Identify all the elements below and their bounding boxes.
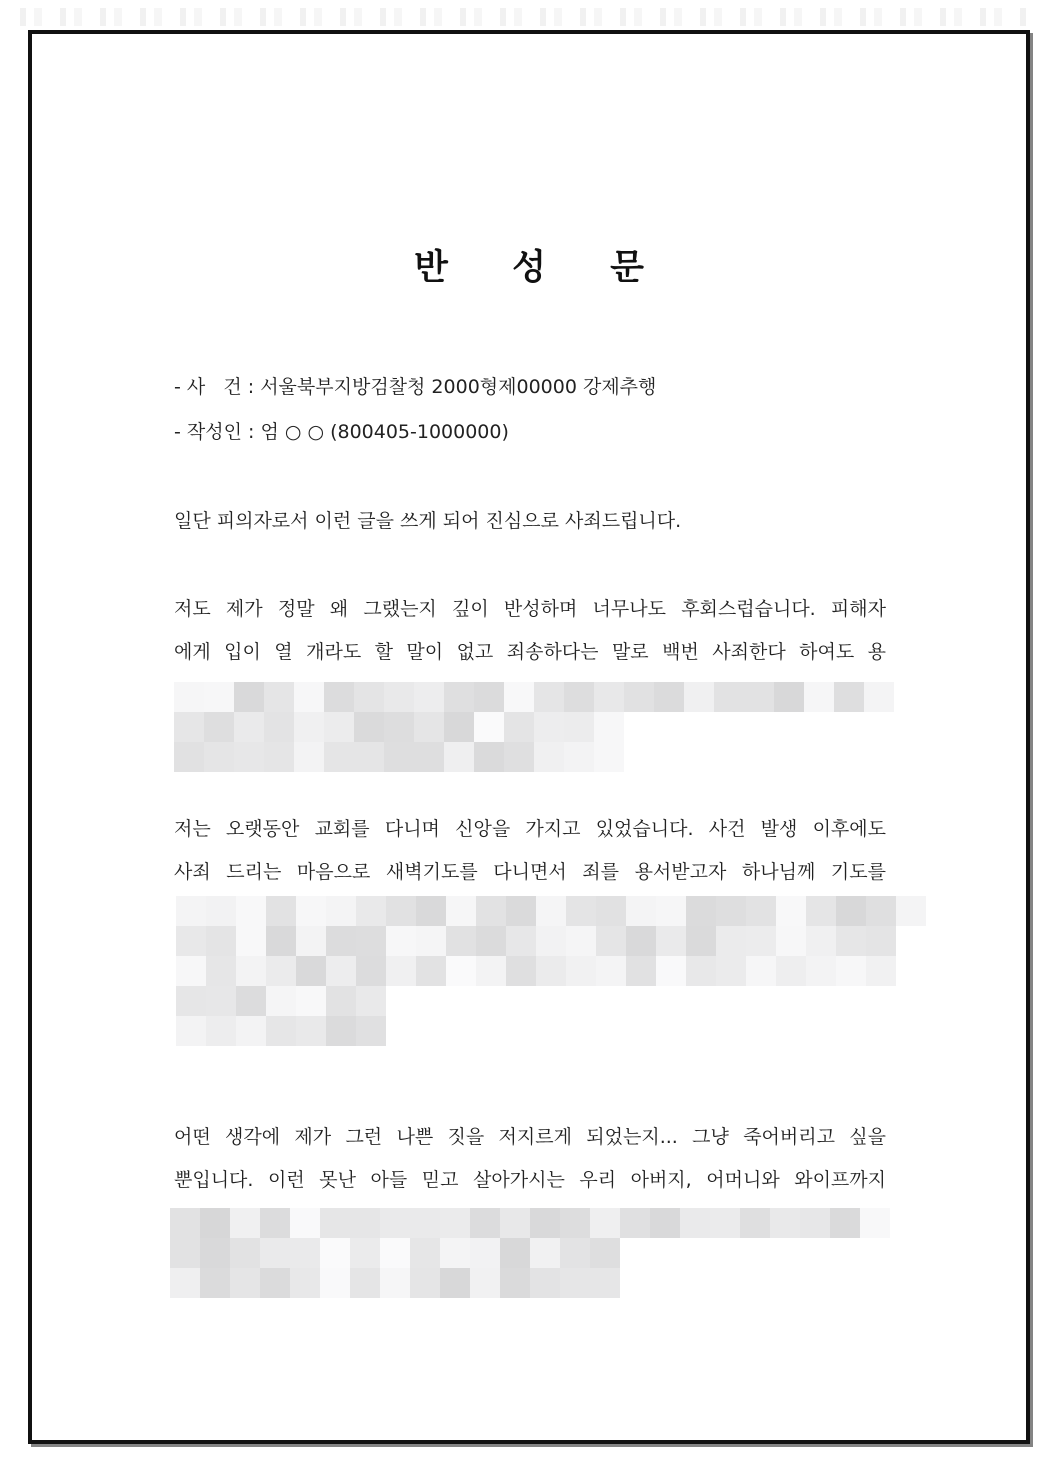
redaction-pixel	[236, 1016, 266, 1046]
redaction-pixel	[236, 986, 266, 1016]
redaction-pixel	[536, 896, 566, 926]
redaction-pixel	[500, 1208, 530, 1238]
paragraph-4-line-2: 뿐입니다. 이런 못난 아들 믿고 살아가시는 우리 아버지, 어머니와 와이프까지	[174, 1169, 886, 1191]
redaction-pixel	[686, 926, 716, 956]
redaction-pixel	[206, 896, 236, 926]
redaction-pixel	[746, 956, 776, 986]
redaction-pixel	[620, 1208, 650, 1238]
redaction-pixel	[176, 956, 206, 986]
redaction-pixel	[230, 1238, 260, 1268]
redaction-pixel	[654, 682, 684, 712]
paragraph-4-line-1: 어떤 생각에 제가 그런 나쁜 짓을 저지르게 되었는지... 그냥 죽어버리고 싶을	[174, 1126, 886, 1148]
redaction-pixel	[566, 896, 596, 926]
redaction-pixel	[806, 956, 836, 986]
redaction-pixel	[746, 896, 776, 926]
redaction-pixel	[170, 1208, 200, 1238]
redaction-pixel	[590, 1208, 620, 1238]
redaction-pixel	[716, 926, 746, 956]
redaction-pixel	[866, 896, 896, 926]
redaction-pixel	[500, 1268, 530, 1298]
redaction-pixel	[476, 926, 506, 956]
author-info-line: - 작성인 : 엄 ○ ○ (800405-1000000)	[174, 421, 509, 443]
redaction-pixel	[326, 986, 356, 1016]
redaction-pixel	[416, 896, 446, 926]
redaction-pixel	[476, 956, 506, 986]
redaction-pixel	[266, 986, 296, 1016]
redaction-pixel	[410, 1208, 440, 1238]
redaction-pixel	[384, 712, 414, 742]
paper-edge-texture	[20, 8, 1030, 26]
redaction-pixel	[530, 1238, 560, 1268]
redaction-pixel	[776, 926, 806, 956]
redaction-pixel	[290, 1238, 320, 1268]
paragraph-2-line-2: 에게 입이 열 개라도 할 말이 없고 죄송하다는 말로 백번 사죄한다 하여도 용	[174, 641, 886, 663]
paragraph-2-line-1: 저도 제가 정말 왜 그랬는지 깊이 반성하며 너무나도 후회스럽습니다. 피해자	[174, 598, 886, 620]
redaction-pixel	[266, 896, 296, 926]
redaction-pixel	[170, 1268, 200, 1298]
redaction-pixel	[170, 1238, 200, 1268]
paragraph-3-line-2: 사죄 드리는 마음으로 새벽기도를 다니면서 죄를 용서받고자 하나님께 기도를	[174, 861, 886, 883]
redaction-pixel	[386, 956, 416, 986]
case-info-line: - 사 건 : 서울북부지방검찰청 2000형제00000 강제추행	[174, 376, 657, 398]
redaction-pixel	[440, 1208, 470, 1238]
redaction-pixel	[324, 682, 354, 712]
redaction-pixel	[200, 1208, 230, 1238]
redaction-pixel	[440, 1268, 470, 1298]
redaction-pixel	[324, 712, 354, 742]
redaction-pixel	[684, 682, 714, 712]
redaction-pixel	[410, 1268, 440, 1298]
redaction-pixel	[320, 1208, 350, 1238]
redaction-pixel	[264, 682, 294, 712]
redaction-pixel	[266, 926, 296, 956]
redaction-pixel	[440, 1238, 470, 1268]
redaction-pixel	[416, 926, 446, 956]
redaction-pixel	[176, 1016, 206, 1046]
redaction-pixel	[230, 1208, 260, 1238]
redaction-pixel	[206, 956, 236, 986]
paragraph-3-line-1: 저는 오랫동안 교회를 다니며 신앙을 가지고 있었습니다. 사건 발생 이후에도	[174, 818, 886, 840]
redaction-pixel	[804, 682, 834, 712]
redaction-pixel	[470, 1268, 500, 1298]
redaction-pixel	[470, 1238, 500, 1268]
redaction-pixel	[236, 956, 266, 986]
redaction-pixel	[380, 1208, 410, 1238]
redaction-pixel	[560, 1208, 590, 1238]
redaction-pixel	[384, 742, 414, 772]
redaction-pixel	[506, 926, 536, 956]
redaction-pixel	[530, 1208, 560, 1238]
redaction-pixel	[716, 896, 746, 926]
redaction-pixel	[746, 926, 776, 956]
redaction-pixel	[594, 742, 624, 772]
redaction-pixel	[410, 1238, 440, 1268]
redaction-pixel	[744, 682, 774, 712]
redaction-pixel	[656, 926, 686, 956]
redaction-pixel	[386, 896, 416, 926]
redaction-pixel	[444, 712, 474, 742]
redaction-pixel	[290, 1268, 320, 1298]
redaction-pixel	[504, 742, 534, 772]
redaction-pixel	[564, 742, 594, 772]
redaction-pixel	[594, 682, 624, 712]
redaction-pixel	[350, 1268, 380, 1298]
redaction-pixel	[266, 1016, 296, 1046]
redaction-pixel	[564, 712, 594, 742]
redaction-pixel	[380, 1238, 410, 1268]
redaction-pixel	[356, 926, 386, 956]
redaction-pixel	[230, 1268, 260, 1298]
redaction-pixel	[324, 742, 354, 772]
redaction-pixel	[234, 712, 264, 742]
redaction-pixel	[380, 1268, 410, 1298]
redaction-pixel	[236, 896, 266, 926]
redaction-pixel	[260, 1208, 290, 1238]
redaction-pixel	[320, 1238, 350, 1268]
redaction-pixel	[710, 1208, 740, 1238]
redaction-pixel	[470, 1208, 500, 1238]
redaction-pixel	[206, 926, 236, 956]
redaction-pixel	[446, 956, 476, 986]
redaction-pixel	[500, 1238, 530, 1268]
redaction-pixel	[626, 896, 656, 926]
redaction-pixel	[386, 926, 416, 956]
redaction-pixel	[626, 926, 656, 956]
redaction-pixel	[776, 896, 806, 926]
redaction-pixel	[776, 956, 806, 986]
redaction-pixel	[354, 742, 384, 772]
redaction-pixel	[536, 956, 566, 986]
redaction-pixel	[320, 1268, 350, 1298]
redaction-pixel	[206, 1016, 236, 1046]
redaction-pixel	[626, 956, 656, 986]
redaction-pixel	[356, 956, 386, 986]
redaction-pixel	[624, 682, 654, 712]
redaction-pixel	[530, 1268, 560, 1298]
redaction-pixel	[264, 712, 294, 742]
redaction-pixel	[770, 1208, 800, 1238]
redaction-pixel	[446, 896, 476, 926]
redaction-pixel	[176, 926, 206, 956]
redaction-pixel	[266, 956, 296, 986]
redaction-pixel	[564, 682, 594, 712]
redaction-pixel	[504, 682, 534, 712]
redaction-pixel	[806, 926, 836, 956]
redaction-pixel	[444, 742, 474, 772]
redaction-pixel	[506, 896, 536, 926]
redaction-pixel	[864, 682, 894, 712]
redaction-pixel	[206, 986, 236, 1016]
redaction-pixel	[534, 682, 564, 712]
redaction-pixel	[656, 956, 686, 986]
redaction-pixel	[200, 1268, 230, 1298]
redaction-pixel	[590, 1238, 620, 1268]
redaction-pixel	[534, 742, 564, 772]
redaction-pixel	[326, 896, 356, 926]
redaction-pixel	[350, 1238, 380, 1268]
redaction-pixel	[294, 712, 324, 742]
redaction-pixel	[800, 1208, 830, 1238]
redaction-pixel	[414, 742, 444, 772]
redaction-pixel	[264, 742, 294, 772]
redaction-pixel	[536, 926, 566, 956]
document-title: 반 성 문	[414, 247, 670, 288]
redaction-pixel	[830, 1208, 860, 1238]
redaction-pixel	[866, 956, 896, 986]
redaction-pixel	[534, 712, 564, 742]
redaction-pixel	[296, 956, 326, 986]
redaction-pixel	[176, 986, 206, 1016]
redaction-pixel	[656, 896, 686, 926]
redaction-pixel	[414, 682, 444, 712]
redaction-pixel	[354, 682, 384, 712]
redaction-pixel	[356, 896, 386, 926]
paragraph-1-line-1: 일단 피의자로서 이런 글을 쓰게 되어 진심으로 사죄드립니다.	[174, 510, 682, 532]
redaction-pixel	[896, 896, 926, 926]
redaction-pixel	[260, 1268, 290, 1298]
redaction-pixel	[326, 926, 356, 956]
redaction-pixel	[686, 956, 716, 986]
redaction-pixel	[566, 926, 596, 956]
redaction-pixel	[506, 956, 536, 986]
redaction-pixel	[236, 926, 266, 956]
redaction-pixel	[866, 926, 896, 956]
redaction-pixel	[204, 742, 234, 772]
redaction-pixel	[296, 986, 326, 1016]
redaction-pixel	[474, 712, 504, 742]
redaction-pixel	[714, 682, 744, 712]
redaction-pixel	[560, 1268, 590, 1298]
redaction-pixel	[414, 712, 444, 742]
redaction-pixel	[596, 896, 626, 926]
redaction-pixel	[174, 742, 204, 772]
redaction-pixel	[474, 742, 504, 772]
redaction-pixel	[596, 956, 626, 986]
redaction-pixel	[356, 986, 386, 1016]
redaction-pixel	[444, 682, 474, 712]
redaction-pixel	[296, 896, 326, 926]
redaction-pixel	[504, 712, 534, 742]
redaction-pixel	[836, 896, 866, 926]
redaction-pixel	[356, 1016, 386, 1046]
redaction-pixel	[234, 682, 264, 712]
redaction-pixel	[834, 682, 864, 712]
redaction-pixel	[204, 682, 234, 712]
redaction-pixel	[836, 926, 866, 956]
redaction-pixel	[686, 896, 716, 926]
redaction-pixel	[174, 682, 204, 712]
redaction-pixel	[204, 712, 234, 742]
redaction-pixel	[200, 1238, 230, 1268]
redaction-pixel	[350, 1208, 380, 1238]
redaction-pixel	[594, 712, 624, 742]
redaction-pixel	[474, 682, 504, 712]
redaction-pixel	[446, 926, 476, 956]
redaction-pixel	[560, 1238, 590, 1268]
redaction-pixel	[740, 1208, 770, 1238]
redaction-pixel	[260, 1238, 290, 1268]
redaction-pixel	[296, 926, 326, 956]
redaction-pixel	[566, 956, 596, 986]
redaction-pixel	[774, 682, 804, 712]
redaction-pixel	[680, 1208, 710, 1238]
redaction-pixel	[294, 682, 324, 712]
redaction-pixel	[176, 896, 206, 926]
redaction-pixel	[806, 896, 836, 926]
redaction-pixel	[860, 1208, 890, 1238]
redaction-pixel	[590, 1268, 620, 1298]
redaction-pixel	[290, 1208, 320, 1238]
redaction-pixel	[716, 956, 746, 986]
redaction-pixel	[326, 956, 356, 986]
redaction-pixel	[416, 956, 446, 986]
redaction-pixel	[596, 926, 626, 956]
redaction-pixel	[296, 1016, 326, 1046]
redaction-pixel	[650, 1208, 680, 1238]
redaction-pixel	[174, 712, 204, 742]
redaction-pixel	[326, 1016, 356, 1046]
redaction-pixel	[836, 956, 866, 986]
redaction-pixel	[234, 742, 264, 772]
redaction-pixel	[294, 742, 324, 772]
redaction-pixel	[354, 712, 384, 742]
redaction-pixel	[476, 896, 506, 926]
redaction-pixel	[384, 682, 414, 712]
